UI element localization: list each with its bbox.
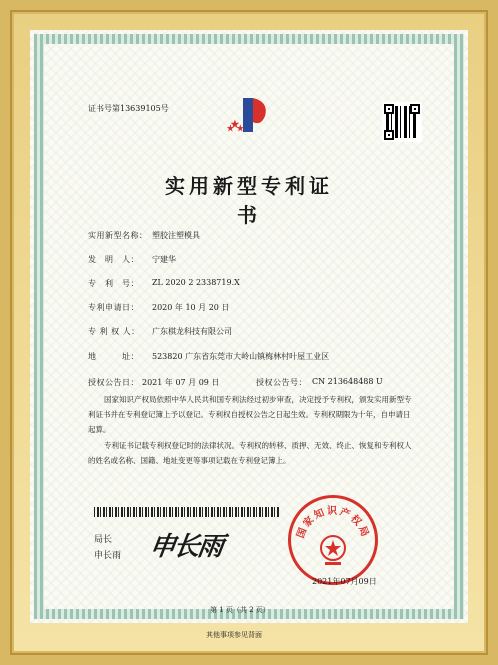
patent-office-emblem-icon [225,92,271,146]
seal-emblem-icon [291,498,375,582]
seal-text: 国家知识产权局 [295,506,371,540]
certificate-paper [30,30,468,623]
grant-no-value: CN 213648488 U [312,377,383,386]
row-label-patentee: 专 利 权 人： [88,327,140,336]
row-label-inventor: 发 明 人： [88,255,139,264]
paragraph-grant: 国家知识产权局依照中华人民共和国专利法经过初步审查，决定授予专利权，颁发实用新型专利证书并在专利登记簿上予以登记。专利权自授权公告之日起生效。专利权期限为十年，自申请日起算。 [88,395,412,434]
certificate-number: 证书号第13639105号 [88,104,169,113]
footer-note: 其他事项参见背面 [206,631,262,639]
qr-code [382,102,422,142]
signature: 申长雨 [147,532,224,562]
signer-name: 申长雨 [94,551,122,561]
page-indicator: 第 1 页（共 2 页） [210,606,270,614]
row-value-patentee: 广东棋龙科技有限公司 [152,327,232,336]
signer-title: 局长 [94,535,113,545]
grant-date-label: 授权公告日： [88,378,139,387]
grant-date-value: 2021 年 07 月 09 日 [142,378,220,387]
row-value-patent-no: ZL 2020 2 2338719.X [152,278,240,287]
row-value-filing-date: 2020 年 10 月 20 日 [152,303,230,312]
svg-text:国家知识产权局 [294,504,373,540]
paragraph-status: 专利证书记载专利权登记时的法律状况。专利权的转移、质押、无效、终止、恢复和专利权人的姓名或名称、国籍、地址变更等事项记载在专利登记簿上。 [88,441,412,465]
row-value-address: 523820 广东省东莞市大岭山镇梅林村叶屋工业区 [152,352,330,361]
barcode [94,507,280,517]
official-seal [288,495,378,585]
certificate-title: 实用新型专利证书 [165,174,333,227]
row-label-patent-no: 专 利 号： [88,279,139,288]
row-label-name: 实用新型名称： [88,231,148,240]
seal-date: 2021年07月09日 [312,577,377,586]
grant-no-label: 授权公告号： [256,378,307,387]
row-label-address: 地 址： [88,352,139,361]
row-label-filing-date: 专利申请日： [88,303,139,312]
row-value-name: 塑胶注塑模具 [152,231,200,240]
row-value-inventor: 宁建华 [152,255,176,264]
